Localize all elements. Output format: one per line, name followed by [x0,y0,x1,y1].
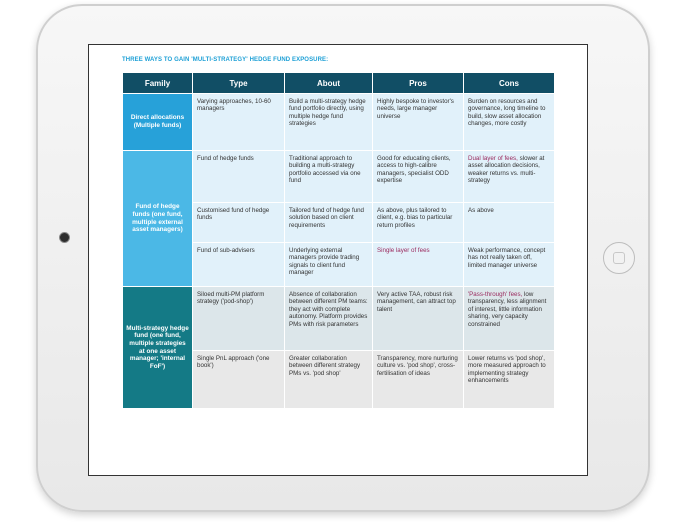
cons-cell [464,151,555,203]
column-header-type: Type [193,73,285,94]
table-row [123,94,555,151]
pros-cell: As above, plus tailored to client, e.g. bias to particular return profiles [373,203,464,243]
type-cell: Single PnL approach ('one book') [193,351,285,409]
column-header-cons: Cons [464,73,555,94]
camera-icon [59,232,70,243]
cons-cell: Lower returns vs 'pod shop', more measured approach to implementing strategy enhancements [464,351,555,409]
cons-text: low transparency, less alignment of interest, little information sharing, very capacity constrained [468,291,547,328]
type-cell: Customised fund of hedge funds [193,203,285,243]
cons-cell: Burden on resources and governance, long timeline to build, slow asset allocation changes, more costly [464,94,555,151]
about-cell: Underlying external managers provide trading signals to client fund manager [285,243,373,287]
cons-cell: As above [464,203,555,243]
table-header-row [123,73,555,94]
table-row [123,151,555,203]
table-row [123,287,555,351]
cons-cell [464,287,555,351]
column-header-pros: Pros [373,73,464,94]
pros-cell [373,243,464,287]
about-cell: Traditional approach to building a multi-strategy portfolio accessed via one fund [285,151,373,203]
type-cell: Fund of hedge funds [193,151,285,203]
about-cell: Greater collaboration between different strategy PMs vs. 'pod shop' [285,351,373,409]
pros-highlight: Single layer of fees [377,247,430,254]
type-cell: Siloed multi-PM platform strategy ('pod-shop') [193,287,285,351]
cons-cell: Weak performance, concept has not really taken off, limited manager universe [464,243,555,287]
family-cell-multi-strategy: Multi-strategy hedge fund (one fund, multiple strategies at one asset manager; 'internal FoF') [123,287,193,409]
pros-cell: Good for educating clients, access to high-calibre managers, specialist ODD expertise [373,151,464,203]
pros-cell: Transparency, more nurturing culture vs. 'pod shop', cross-fertilisation of ideas [373,351,464,409]
home-button[interactable] [603,242,635,274]
comparison-table [122,72,555,409]
cons-text: slower at asset allocation decisions, weaker returns vs. multi-strategy [468,155,545,185]
tablet-screen [88,44,588,476]
about-cell: Tailored fund of hedge fund solution based on client requirements [285,203,373,243]
pros-cell: Highly bespoke to investor's needs, large manager universe [373,94,464,151]
about-cell: Absence of collaboration between different PM teams: they act with complete autonomy. Platform provides PMs with risk parameters [285,287,373,351]
about-cell: Build a multi-strategy hedge fund portfolio directly, using multiple hedge fund strategies [285,94,373,151]
type-cell: Fund of sub-advisers [193,243,285,287]
document-title: THREE WAYS TO GAIN 'MULTI-STRATEGY' HEDGE FUND EXPOSURE: [122,57,329,63]
column-header-family: Family [123,73,193,94]
type-cell: Varying approaches, 10-60 managers [193,94,285,151]
pros-cell: Very active TAA, robust risk management, can attract top talent [373,287,464,351]
family-cell-fund-of-hedge-funds: Fund of hedge funds (one fund, multiple external asset managers) [123,151,193,287]
cons-highlight: 'Pass-through' fees, [468,291,523,298]
family-cell-direct: Direct allocations (Multiple funds) [123,94,193,151]
cons-highlight: Dual layer of fees, [468,155,518,162]
column-header-about: About [285,73,373,94]
